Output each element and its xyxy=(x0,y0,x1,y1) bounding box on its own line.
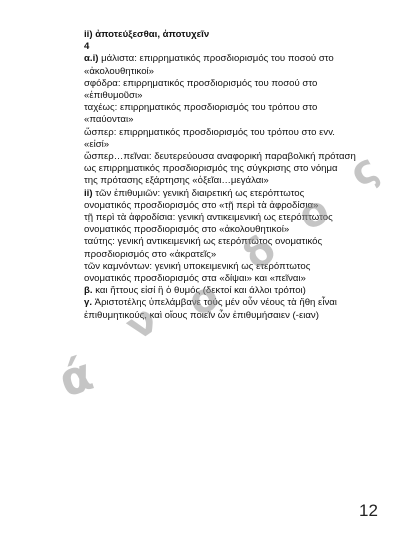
text-segment: και ἥττους εἰσί ἢ ὁ θυμός (δεκτοί και άλλοι τρόποι) xyxy=(92,285,306,297)
text-line: τῶν καμνόντων: γενική υποκειμενική ως ετερόπτωτος xyxy=(84,260,311,272)
text-line: σφόδρα: επιρρηματικός προσδιορισμός του ποσού στο xyxy=(84,77,318,89)
text-line xyxy=(84,53,364,65)
watermark-letter: ς xyxy=(342,145,386,197)
text-line: ὥσπερ: επιρρηματικός προσδιορισμός του τρόπου στο εvv. xyxy=(84,126,335,138)
watermark-letter: δ xyxy=(234,226,286,280)
watermark-letter: ο xyxy=(182,272,225,326)
item-label: β. xyxy=(84,285,93,297)
text-line xyxy=(84,297,364,309)
text-segment: μάλιστα: επιρρηματικός προσδιορισμός του ποσού στο xyxy=(98,53,334,65)
text-line: ἐπιθυμητικούς, καὶ οἵους ποιεῖν ὧν ἐπιθυμήσαιεν (-ειαν) xyxy=(84,309,319,321)
text-line: «ἐπιθυμοῦσι» xyxy=(84,90,143,102)
text-line: προσδιορισμός στο «ἀκρατεῖς» xyxy=(84,248,217,260)
text-line: της πρότασης εξάρτησης «ὀξεῖαι…μεγάλαι» xyxy=(84,175,269,187)
watermark-letter: ν xyxy=(117,296,166,350)
text-segment: τῶν ἐπιθυμιῶν: γενική διαιρετική ως ετερόπτωτος xyxy=(92,187,305,199)
text-line: ονοματικός προσδιορισμός στα «δίψαι» και «πεῖναι» xyxy=(84,273,306,285)
text-line: ὥσπερ…πεῖναι: δευτερεύουσα αναφορική παραβολική πρόταση xyxy=(84,151,356,163)
text-line: «εἰσί» xyxy=(84,138,110,150)
text-line xyxy=(84,285,364,297)
text-line: ονοματικός προσδιορισμός στο «ἀκολουθητικοί» xyxy=(84,224,290,236)
page-number: 12 xyxy=(359,501,378,520)
text-line: τῇ περὶ τὰ ἀφροδίσια: γενική αντικειμενική ως ετερόπτωτος xyxy=(84,212,333,224)
text-line xyxy=(84,188,364,200)
watermark-letter: ο xyxy=(291,186,336,240)
item-label: α.i) xyxy=(84,53,99,65)
text-line: 4 xyxy=(84,41,90,53)
item-label: γ. xyxy=(84,297,93,309)
text-line: ταύτης: γενική αντικειμενική ως ετερόπτωτος ονοματικός xyxy=(84,236,323,248)
text-line: ως επιρρηματικός προσδιορισμός της σύγκρισης στο νόημα xyxy=(84,163,338,175)
text-line: ταχέως: επιρρηματικός προσδιορισμός του τρόπου στο xyxy=(84,102,318,114)
answer-text xyxy=(84,29,364,322)
text-line: «παύονται» xyxy=(84,114,134,126)
text-line: «ἀκολουθητικοί» xyxy=(84,65,155,77)
watermark-letter: ά xyxy=(52,346,100,408)
text-line: ii) ἀποτεύξεσθαι, ἀποτυχεῖν xyxy=(84,29,210,40)
text-segment: Ἀριστοτέλης ὑπελάμβανε τούς μέν οὖν νέους τὰ ἤθη εἶναι xyxy=(92,297,337,309)
text-line: ονοματικός προσδιορισμός στο «τῇ περὶ τὰ ἀφροδίσια» xyxy=(84,199,319,211)
item-label: ii) xyxy=(84,187,93,199)
